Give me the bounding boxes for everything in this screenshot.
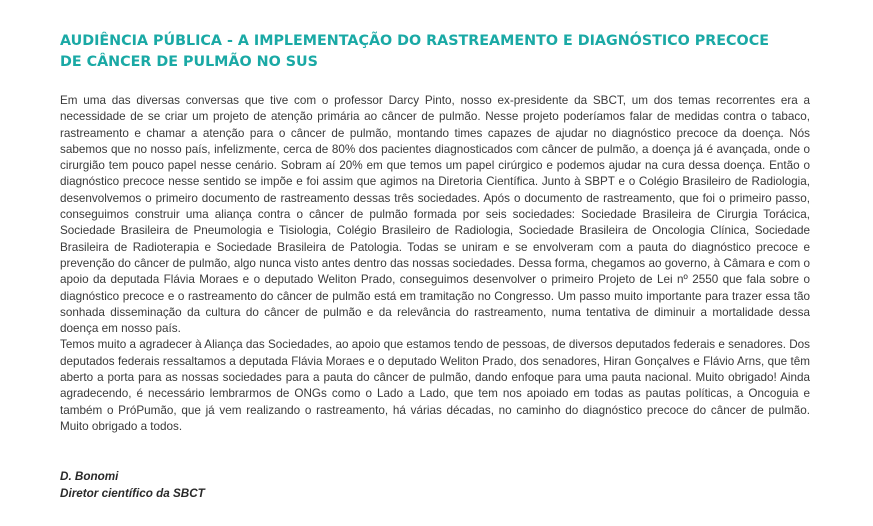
- article-title-line-2: DE CÂNCER DE PULMÃO NO SUS: [60, 54, 318, 70]
- signature-block: [60, 468, 205, 502]
- author-role: Diretor científico da SBCT: [60, 487, 205, 500]
- article-title-line-1: AUDIÊNCIA PÚBLICA - A IMPLEMENTAÇÃO DO RASTREAMENTO E DIAGNÓSTICO PRECOCE: [60, 33, 769, 49]
- author-name: D. Bonomi: [60, 470, 119, 483]
- article-body: [60, 93, 810, 435]
- body-paragraph-2: Temos muito a agradecer à Aliança das Sociedades, ao apoio que estamos tendo de pessoas, de diversos deputados federais e senadores. Dos deputados federais ressaltamos a deputada Flávia Moraes e o deputado Weliton Prado, dos senadores, Hiran Gonçalves e Flávio Arns, que têm aberto a porta para as nossas sociedades para a pauta do câncer de pulmão, dando enfoque para uma pauta nacional. Muito obrigado! Ainda agradecendo, é necessário lembrarmos de ONGs como o Lado a Lado, que tem nos apoiado em todas as pautas políticas, a Oncoguia e também o PróPumão, que já vem realizando o rastreamento, há várias décadas, no caminho do diagnóstico precoce do câncer de pulmão. Muito obrigado a todos.: [60, 338, 810, 433]
- article-title: [60, 31, 820, 73]
- body-paragraph-1: Em uma das diversas conversas que tive com o professor Darcy Pinto, nosso ex-presidente da SBCT, um dos temas recorrentes era a necessidade de se criar um projeto de atenção primária ao câncer de pulmão. Nesse projeto poderíamos falar de medidas contra o tabaco, rastreamento e chamar a atenção para o câncer de pulmão, montando times capazes de ajudar no diagnóstico precoce da doença. Nós sabemos que no nosso país, infelizmente, cerca de 80% dos pacientes diagnosticados com câncer de pulmão, a doença já é avançada, onde o cirurgião tem pouco papel nesse cenário. Sobram aí 20% em que temos um papel cirúrgico e podemos ajudar na cura dessa doença. Então o diagnóstico precoce nesse sentido se impõe e foi assim que agimos na Diretoria Científica. Junto à SBPT e o Colégio Brasileiro de Radiologia, desenvolvemos o primeiro documento de rastreamento dessas três sociedades. Após o documento de rastreamento, que foi o primeiro passo, conseguimos construir uma aliança contra o câncer de pulmão formada por seis sociedades: Sociedade Brasileira de Cirurgia Torácica, Sociedade Brasileira de Pneumologia e Tisiologia, Colégio Brasileiro de Radiologia, Sociedade Brasileira de Oncologia Clínica, Sociedade Brasileira de Radioterapia e Sociedade Brasileira de Patologia. Todas se uniram e se envolveram com a pauta do diagnóstico precoce e prevenção do câncer de pulmão, algo nunca visto antes dentro das nossas sociedades. Dessa forma, chegamos ao governo, à Câmara e com o apoio da deputada Flávia Moraes e o deputado Weliton Prado, conseguimos desenvolver o primeiro Projeto de Lei nº 2550 que fala sobre o diagnóstico precoce e o rastreamento do câncer de pulmão está em tramitação no Congresso. Um passo muito importante para trazer essa tão sonhada disseminação da cultura do câncer de pulmão e da relevância do rastreamento, numa tentativa de diminuir a mortalidade dessa doença em nosso país.: [60, 94, 810, 336]
